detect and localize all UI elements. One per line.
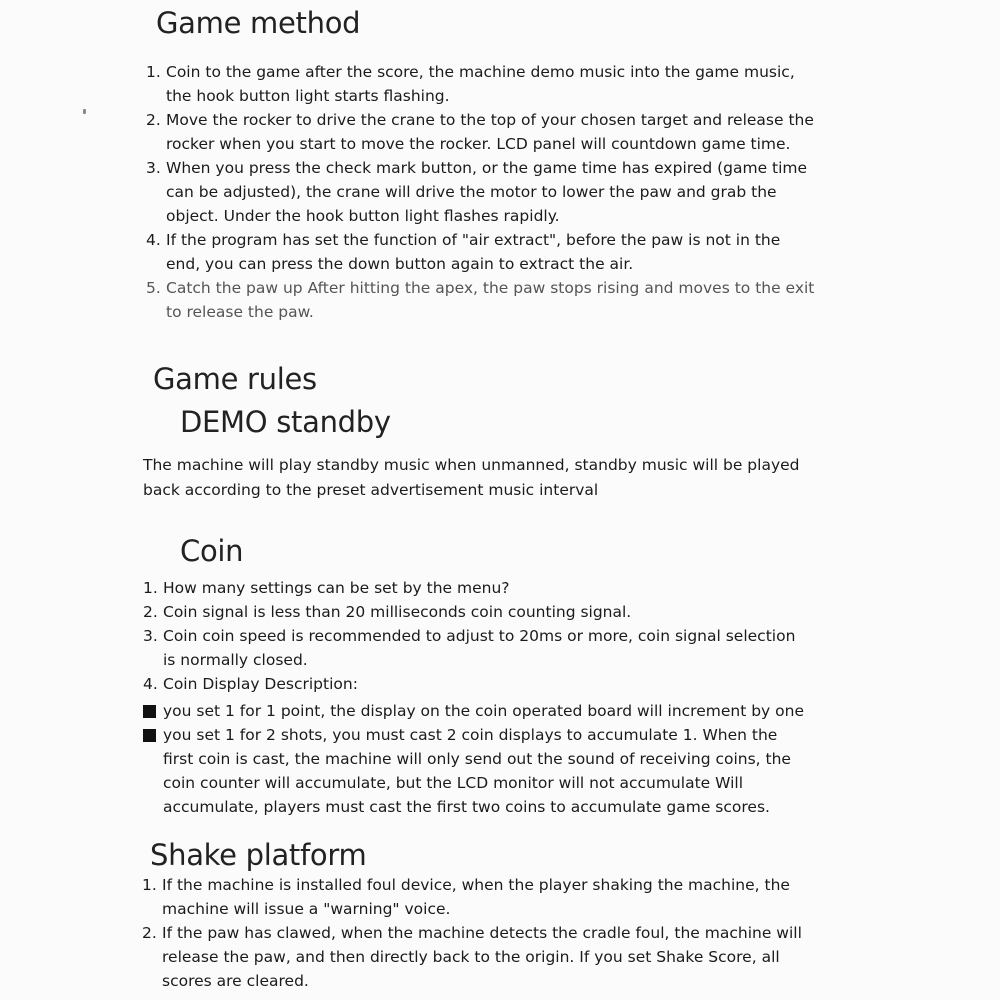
item-number: 3. bbox=[146, 159, 161, 177]
shake-platform-list bbox=[142, 873, 832, 993]
list-item bbox=[143, 600, 808, 624]
item-text: How many settings can be set by the menu? bbox=[163, 579, 510, 597]
item-number: 1. bbox=[143, 579, 158, 597]
item-number: 2. bbox=[142, 924, 157, 942]
item-number: 5. bbox=[146, 279, 161, 297]
bullet-item bbox=[143, 699, 808, 723]
bullet-item bbox=[143, 723, 808, 819]
list-item bbox=[146, 108, 816, 156]
list-item bbox=[146, 60, 816, 108]
item-text: If the machine is installed foul device, when the player shaking the machine, the machine will issue a "warning" voice. bbox=[162, 876, 790, 918]
demo-standby-title: DEMO standby bbox=[180, 405, 391, 439]
game-method-title: Game method bbox=[156, 6, 361, 40]
item-text: If the program has set the function of "air extract", before the paw is not in the end, you can press the down button again to extract the air. bbox=[166, 231, 781, 273]
bullet-text: you set 1 for 1 point, the display on the coin operated board will increment by one bbox=[163, 702, 804, 720]
coin-display-bullets bbox=[143, 699, 808, 819]
list-item bbox=[146, 276, 816, 324]
item-number: 4. bbox=[143, 675, 158, 693]
item-number: 1. bbox=[142, 876, 157, 894]
list-item bbox=[143, 672, 808, 696]
list-item bbox=[142, 921, 832, 993]
item-number: 1. bbox=[146, 63, 161, 81]
item-number: 2. bbox=[146, 111, 161, 129]
item-number: 3. bbox=[143, 627, 158, 645]
item-text: Move the rocker to drive the crane to the top of your chosen target and release the rocker when you start to move the rocker. LCD panel will countdown game time. bbox=[166, 111, 814, 153]
item-text: Coin coin speed is recommended to adjust to 20ms or more, coin signal selection is normally closed. bbox=[163, 627, 796, 669]
item-text: Coin Display Description: bbox=[163, 675, 358, 693]
list-item bbox=[143, 576, 808, 600]
game-method-list bbox=[146, 60, 816, 324]
item-number: 2. bbox=[143, 603, 158, 621]
square-bullet-icon bbox=[143, 729, 156, 742]
shake-platform-title: Shake platform bbox=[150, 838, 367, 872]
demo-standby-text: The machine will play standby music when unmanned, standby music will be played back according to the preset advertisement music interval bbox=[143, 456, 800, 499]
game-rules-title: Game rules bbox=[153, 362, 317, 396]
scan-speck bbox=[83, 109, 86, 114]
item-text: Catch the paw up After hitting the apex, the paw stops rising and moves to the exit to release the paw. bbox=[166, 279, 815, 321]
list-item bbox=[142, 873, 832, 921]
item-text: When you press the check mark button, or the game time has expired (game time can be adjusted), the crane will drive the motor to lower the paw and grab the object. Under the hook button light flashes rapidly. bbox=[166, 159, 808, 225]
item-number: 4. bbox=[146, 231, 161, 249]
coin-list bbox=[143, 576, 808, 696]
list-item bbox=[143, 624, 808, 672]
list-item bbox=[146, 228, 816, 276]
item-text: If the paw has clawed, when the machine detects the cradle foul, the machine will release the paw, and then directly back to the origin. If you set Shake Score, all scores are cleared. bbox=[162, 924, 802, 990]
item-text: Coin to the game after the score, the machine demo music into the game music, the hook button light starts flashing. bbox=[166, 63, 795, 105]
bullet-text: you set 1 for 2 shots, you must cast 2 coin displays to accumulate 1. When the first coin is cast, the machine will only send out the sound of receiving coins, the coin counter will accumulate, but the LCD monitor will not accumulate Will accumulate, players must cast the first two coins to accumulate game scores. bbox=[163, 726, 791, 816]
item-text: Coin signal is less than 20 milliseconds coin counting signal. bbox=[163, 603, 632, 621]
list-item bbox=[146, 156, 816, 228]
square-bullet-icon bbox=[143, 705, 156, 718]
coin-title: Coin bbox=[180, 534, 244, 568]
